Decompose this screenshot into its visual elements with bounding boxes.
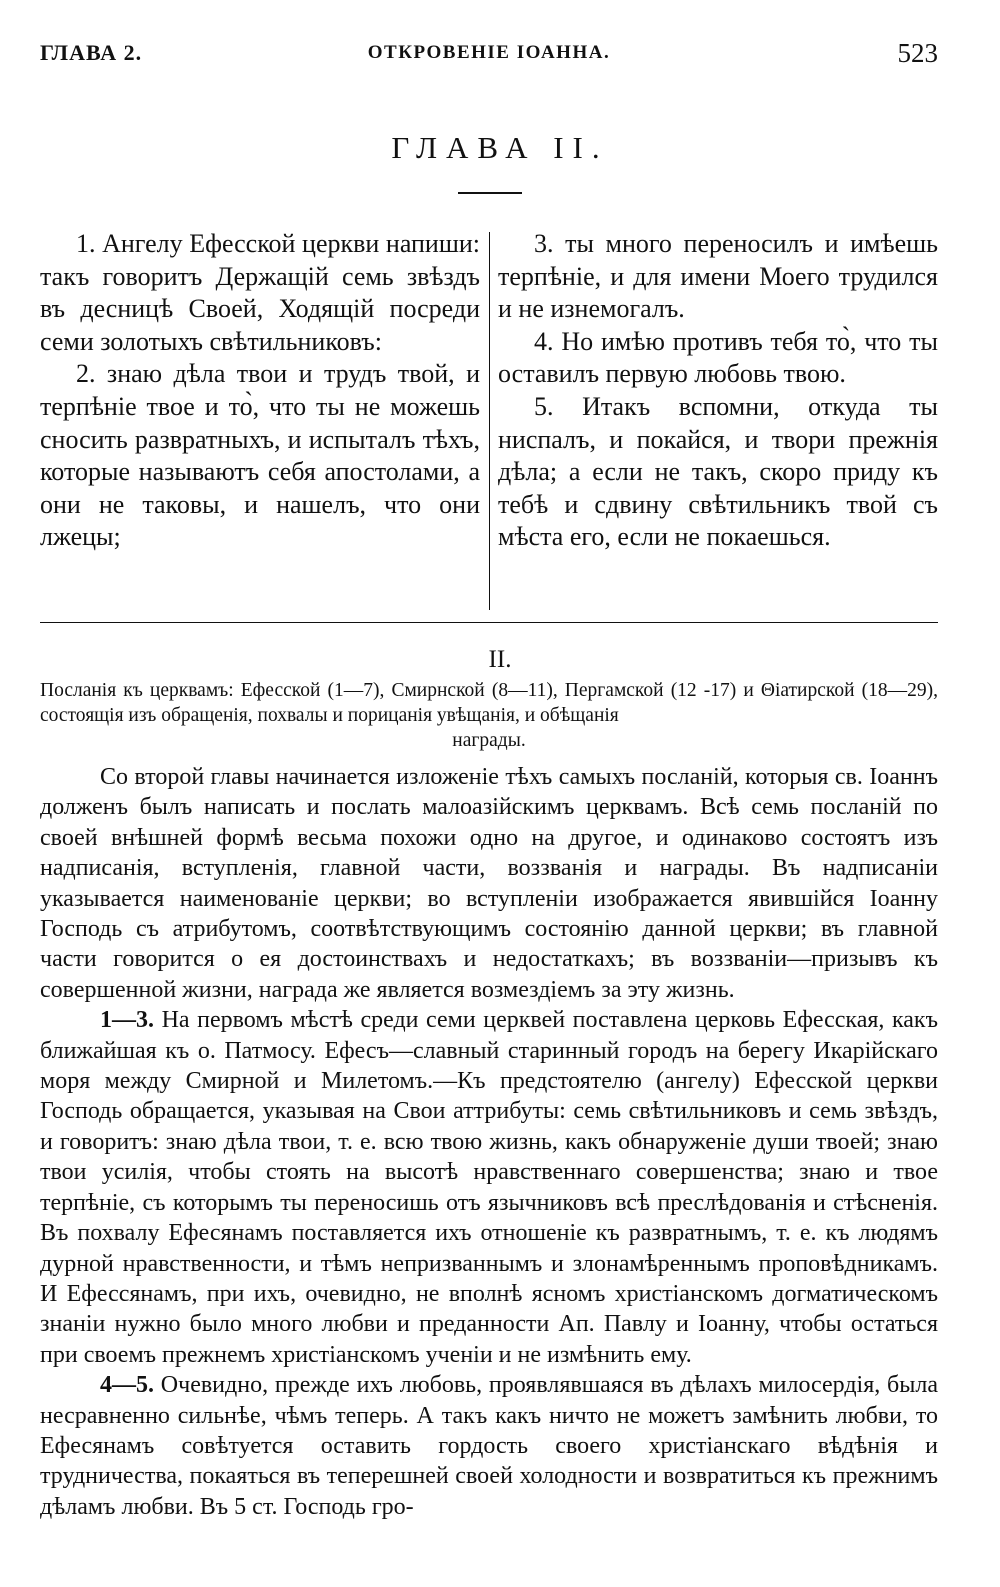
column-divider xyxy=(489,232,490,610)
commentary-text: Очевидно, прежде ихъ любовь, проявлявшаяся въ дѣлахъ милосердія, была несравненно сильнѣе, чѣмъ теперь. А такъ какъ ничто не можетъ замѣнить любви, то Ефесянамъ совѣтуется оставить гордость своего христіанскаго вѣдѣнія и трудничества, покаяться въ теперешней своей холодности и возвратиться къ прежнимъ дѣламъ любви. Въ 5 ст. Господь гро- xyxy=(40,1372,938,1520)
scripture-column-right xyxy=(498,228,938,554)
chapter-title: ГЛАВА II. xyxy=(391,130,609,165)
summary-text: Посланія къ церквамъ: Ефесской (1—7), Смирнской (8—11), Пергамской (12 -17) и Θіатирской (18—29), состоящія изъ обращенія, похвалы и порицанія увѣщанія, и обѣщанія xyxy=(40,680,938,726)
header-book-title: ОТКРОВЕНІЕ ІОАННА. xyxy=(367,42,611,63)
commentary-text: На первомъ мѣстѣ среди семи церквей поставлена церковь Ефесская, какъ ближайшая къ о. Патмосу. Ефесъ—славный старинный городъ на берегу Икарійскаго моря между Смирной и Милетомъ.—Къ предстоятелю (ангелу) Ефесской церкви Господь обращается, указывая на Свои аттрибуты: семь свѣтильниковъ и семь звѣздъ, и говоритъ: знаю дѣла твои, т. е. всю твою жизнь, какъ обнаруженіе души твоей; знаю твои усилія, чтобы стоять на высотѣ нравственнаго совершенства; знаю и твое терпѣніе, съ которымъ ты переносишь отъ язычниковъ всѣ преслѣдованія и стѣсненія. Въ похвалу Ефесянамъ поставляется ихъ отношеніе къ развратнымъ, т. е. къ людямъ дурной нравственности, и тѣмъ непризваннымъ и злонамѣреннымъ проповѣдникамъ. И Ефессянамъ, при ихъ, очевидно, не вполнѣ ясномъ христіанскомъ догматическомъ знаніи нужно было много любви и преданности Ап. Павлу и Іоанну, чтобы остаться при своемъ прежнемъ христіанскомъ ученіи и не измѣнить ему. xyxy=(40,1007,939,1368)
commentary-paragraph-2 xyxy=(40,1370,938,1522)
page-number: 523 xyxy=(897,38,938,68)
verse-4: 4. Но имѣю противъ тебя то̀, что ты оставилъ первую любовь твою. xyxy=(498,326,938,389)
title-rule xyxy=(458,192,522,194)
commentary-intro: Со второй главы начинается изложеніе тѣхъ самыхъ посланій, которыя св. Іоаннъ долженъ былъ написать и послать малоазійскимъ церквамъ. Всѣ семь посланій по своей внѣшней формѣ весьма похожи одно на другое, и одинаково состоятъ изъ надписанія, вступленія, главной части, воззванія и награды. Въ надписаніи указывается наименованіе церкви; во вступленіи изображается явившійся Іоанну Господь съ атрибутомъ, соотвѣтствующимъ состоянію данной церкви; въ главной части говорится о ея достоинствахъ и недостаткахъ; въ воззваніи—призывъ къ совершенной жизни, награда же является возмездіемъ за эту жизнь. xyxy=(40,764,938,1003)
header-chapter-label: ГЛАВА 2. xyxy=(40,40,143,65)
commentary xyxy=(40,762,938,1522)
verse-5: 5. Итакъ вспомни, откуда ты ниспалъ, и покайся, и твори прежнія дѣла; а если не такъ, скоро приду къ тебѣ и сдвину свѣтильникъ твой съ мѣста его, если не покаешься. xyxy=(498,391,938,552)
verse-1: 1. Ангелу Ефесской церкви напиши: такъ говоритъ Держащій семь звѣздъ въ десницѣ Своей, Ходящій посреди семи золотыхъ свѣтильниковъ: xyxy=(40,229,480,356)
verse-3: 3. ты много переносилъ и имѣешь терпѣніе, и для имени Моего трудился и не изнемогалъ. xyxy=(498,229,938,324)
commentary-paragraph-1 xyxy=(40,1005,938,1370)
running-header xyxy=(40,40,938,80)
section-summary xyxy=(40,678,938,753)
section-number: II. xyxy=(488,646,512,673)
summary-text-end: награды. xyxy=(452,730,526,751)
verse-2: 2. знаю дѣла твои и трудъ твой, и терпѣніе твое и то̀, что ты не можешь сносить развратныхъ, и испыталъ тѣхъ, которые называютъ себя апостолами, а они не таковы, и нашелъ, что они лжецы; xyxy=(40,359,480,552)
verse-reference: 1—3. xyxy=(100,1007,154,1034)
section-rule xyxy=(40,622,938,623)
scripture-column-left xyxy=(40,228,480,554)
verse-reference: 4—5. xyxy=(100,1372,154,1399)
